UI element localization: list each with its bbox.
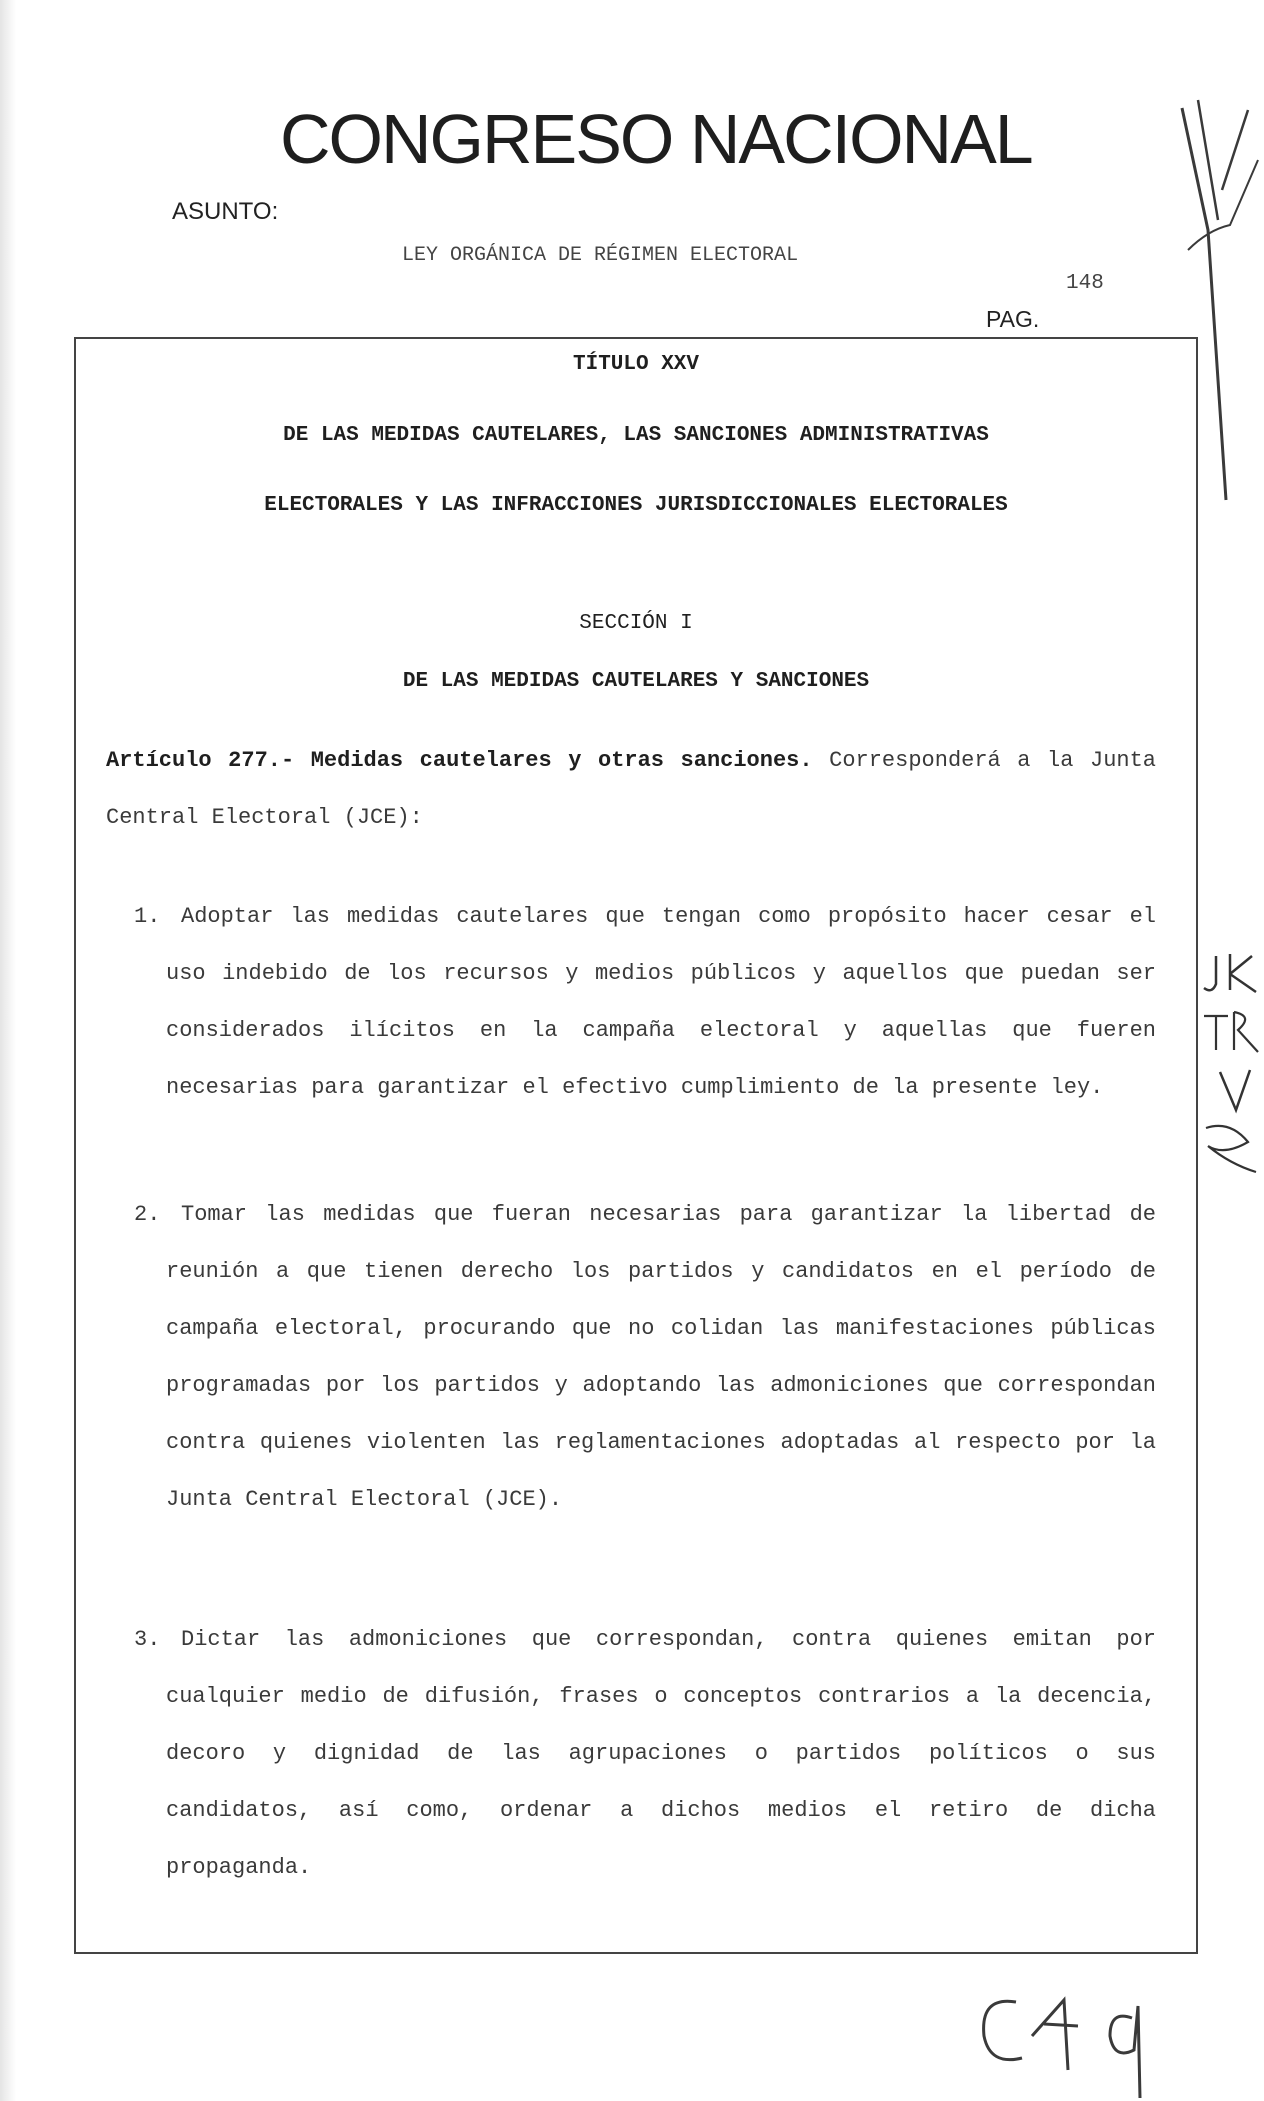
list-item-number: 3. <box>134 1627 161 1652</box>
list-item-text: Adoptar las medidas cautelares que tengan como propósito hacer cesar el uso indebido de los recursos y medios públicos y aquellos que puedan ser considerados ilícitos en la campaña electoral y aquellas que fueren necesarias para garantizar el efectivo cumplimiento de la presente ley. <box>166 904 1156 1100</box>
scan-edge-shadow <box>0 0 16 2101</box>
article-title: Artículo 277.- Medidas cautelares y otras sanciones. <box>106 748 813 773</box>
asunto-label: ASUNTO: <box>172 198 279 225</box>
seccion-subheading: DE LAS MEDIDAS CAUTELARES Y SANCIONES <box>402 670 870 693</box>
article-intro: Corresponderá a la Junta Central Electoral (JCE): <box>106 748 1157 830</box>
pag-label: PAG. <box>986 306 1040 332</box>
seccion-heading: SECCIÓN I <box>579 612 693 635</box>
page-number: 148 <box>1066 272 1104 295</box>
list-item-number: 2. <box>134 1202 161 1227</box>
title-heading-line-2: ELECTORALES Y LAS INFRACCIONES JURISDICCIONALES ELECTORALES <box>264 494 1008 517</box>
margin-initials-signature <box>1200 950 1264 1190</box>
handwritten-bottom-note <box>960 1970 1200 2100</box>
title-heading-line-1: DE LAS MEDIDAS CAUTELARES, LAS SANCIONES ADMINISTRATIVAS <box>283 424 989 447</box>
titulo-heading: TÍTULO XXV <box>572 353 700 376</box>
list-item-text: Tomar las medidas que fueran necesarias para garantizar la libertad de reunión a que tienen derecho los partidos y candidatos en el período de campaña electoral, procurando que no colidan las manifestaciones públicas programadas por los partidos y adoptando las admoniciones que correspondan contra quienes violenten las reglamentaciones adoptadas al respecto por la Junta Central Electoral (JCE). <box>166 1202 1156 1512</box>
list-item-text: Dictar las admoniciones que correspondan, contra quienes emitan por cualquier medio de difusión, frases o conceptos contrarios a la decencia, decoro y dignidad de las agrupaciones o partidos políticos o sus candidatos, así como, ordenar a dichos medios el retiro de dicha propaganda. <box>166 1627 1156 1880</box>
institution-title: CONGRESO NACIONAL <box>280 100 1032 178</box>
subject-text: LEY ORGÁNICA DE RÉGIMEN ELECTORAL <box>402 244 799 267</box>
margin-pen-scribble <box>1168 80 1264 520</box>
list-item-number: 1. <box>134 904 161 929</box>
article-paragraph <box>106 732 1156 846</box>
